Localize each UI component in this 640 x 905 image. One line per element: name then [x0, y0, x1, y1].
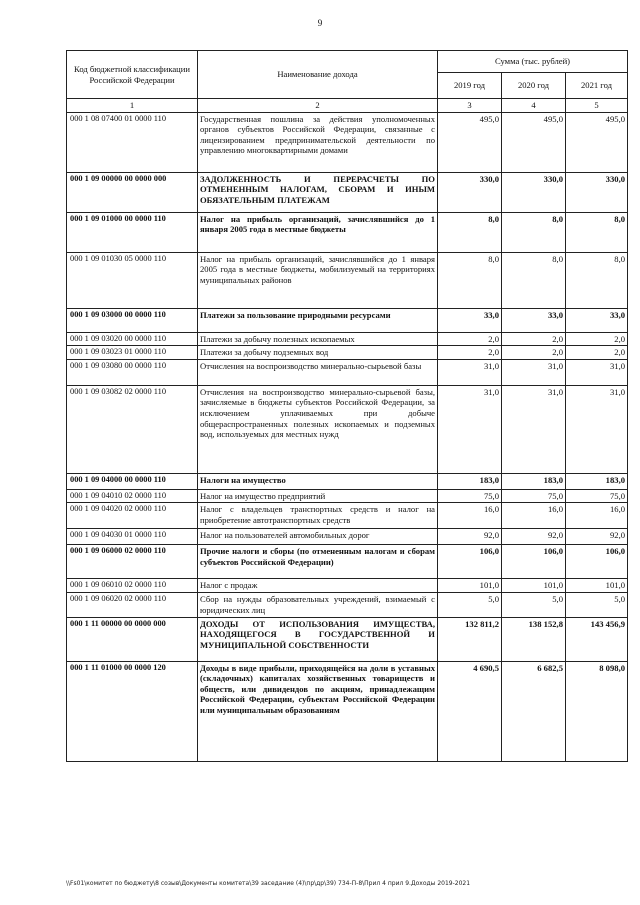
- table-row: [67, 359, 628, 385]
- table-row: [67, 332, 628, 346]
- budget-code-cell: 000 1 09 03082 02 0000 110: [67, 385, 198, 473]
- amount-2019-cell: 106,0: [438, 545, 502, 579]
- amount-2021-cell: 2,0: [566, 332, 628, 346]
- amount-2020-cell: 31,0: [502, 385, 566, 473]
- amount-2020-cell: 6 682,5: [502, 661, 566, 761]
- column-index: 4: [502, 99, 566, 113]
- budget-code-cell: 000 1 11 00000 00 0000 000: [67, 617, 198, 661]
- revenue-table: [66, 50, 628, 762]
- amount-2019-cell: 8,0: [438, 252, 502, 308]
- amount-2020-cell: 33,0: [502, 308, 566, 332]
- table-row: [67, 545, 628, 579]
- amount-2019-cell: 330,0: [438, 172, 502, 212]
- amount-2019-cell: 132 811,2: [438, 617, 502, 661]
- amount-2021-cell: 92,0: [566, 529, 628, 545]
- table-row: [67, 252, 628, 308]
- amount-2019-cell: 8,0: [438, 212, 502, 252]
- budget-code-cell: 000 1 09 06010 02 0000 110: [67, 579, 198, 593]
- amount-2020-cell: 330,0: [502, 172, 566, 212]
- budget-code-cell: 000 1 09 01030 05 0000 110: [67, 252, 198, 308]
- amount-2021-cell: 106,0: [566, 545, 628, 579]
- amount-2019-cell: 75,0: [438, 489, 502, 503]
- table-row: [67, 529, 628, 545]
- amount-2021-cell: 75,0: [566, 489, 628, 503]
- budget-code-cell: 000 1 09 03023 01 0000 110: [67, 346, 198, 360]
- header-year-2020: 2020 год: [502, 73, 566, 99]
- revenue-name-cell: Доходы в виде прибыли, приходящейся на доли в уставных (складочных) капиталах хозяйственных товариществ и обществ, или дивидендов по акциям, принадлежащим Российской Федерации, субъектам Российской Федерации или муниципальным образованиям: [198, 661, 438, 761]
- table-row: [67, 489, 628, 503]
- amount-2019-cell: 31,0: [438, 385, 502, 473]
- revenue-name-cell: Налог с владельцев транспортных средств и налог на приобретение автотранспортных средств: [198, 503, 438, 529]
- page-number: 9: [317, 18, 323, 28]
- budget-code-cell: 000 1 09 00000 00 0000 000: [67, 172, 198, 212]
- amount-2020-cell: 31,0: [502, 359, 566, 385]
- revenue-name-cell: Налог на имущество предприятий: [198, 489, 438, 503]
- budget-code-cell: 000 1 09 06020 02 0000 110: [67, 593, 198, 617]
- amount-2019-cell: 101,0: [438, 579, 502, 593]
- budget-code-cell: 000 1 09 06000 02 0000 110: [67, 545, 198, 579]
- amount-2019-cell: 2,0: [438, 332, 502, 346]
- amount-2019-cell: 183,0: [438, 473, 502, 489]
- header-name: Наименование дохода: [198, 51, 438, 99]
- amount-2019-cell: 2,0: [438, 346, 502, 360]
- amount-2021-cell: 330,0: [566, 172, 628, 212]
- amount-2019-cell: 16,0: [438, 503, 502, 529]
- budget-code-cell: 000 1 08 07400 01 0000 110: [67, 112, 198, 172]
- budget-code-cell: 000 1 09 01000 00 0000 110: [67, 212, 198, 252]
- amount-2020-cell: 495,0: [502, 112, 566, 172]
- amount-2021-cell: 143 456,9: [566, 617, 628, 661]
- amount-2021-cell: 33,0: [566, 308, 628, 332]
- revenue-name-cell: Налог на пользователей автомобильных дорог: [198, 529, 438, 545]
- budget-code-cell: 000 1 09 04020 02 0000 110: [67, 503, 198, 529]
- amount-2020-cell: 92,0: [502, 529, 566, 545]
- amount-2020-cell: 2,0: [502, 332, 566, 346]
- amount-2021-cell: 5,0: [566, 593, 628, 617]
- header-code: Код бюджетной классификации Российской Федерации: [67, 51, 198, 99]
- table-row: [67, 346, 628, 360]
- revenue-name-cell: ДОХОДЫ ОТ ИСПОЛЬЗОВАНИЯ ИМУЩЕСТВА, НАХОДЯЩЕГОСЯ В ГОСУДАРСТВЕННОЙ И МУНИЦИПАЛЬНОЙ СОБСТВЕННОСТИ: [198, 617, 438, 661]
- amount-2021-cell: 2,0: [566, 346, 628, 360]
- amount-2021-cell: 183,0: [566, 473, 628, 489]
- revenue-name-cell: Налог с продаж: [198, 579, 438, 593]
- amount-2021-cell: 8 098,0: [566, 661, 628, 761]
- table-row: [67, 308, 628, 332]
- table-row: [67, 503, 628, 529]
- budget-code-cell: 000 1 11 01000 00 0000 120: [67, 661, 198, 761]
- budget-code-cell: 000 1 09 04010 02 0000 110: [67, 489, 198, 503]
- column-index: 2: [198, 99, 438, 113]
- column-index: 1: [67, 99, 198, 113]
- budget-code-cell: 000 1 09 04030 01 0000 110: [67, 529, 198, 545]
- amount-2021-cell: 8,0: [566, 252, 628, 308]
- budget-code-cell: 000 1 09 03080 00 0000 110: [67, 359, 198, 385]
- table-row: [67, 212, 628, 252]
- amount-2021-cell: 16,0: [566, 503, 628, 529]
- revenue-name-cell: Отчисления на воспроизводство минерально-сырьевой базы: [198, 359, 438, 385]
- revenue-name-cell: ЗАДОЛЖЕННОСТЬ И ПЕРЕРАСЧЕТЫ ПО ОТМЕНЕННЫМ НАЛОГАМ, СБОРАМ И ИНЫМ ОБЯЗАТЕЛЬНЫМ ПЛАТЕЖАМ: [198, 172, 438, 212]
- revenue-name-cell: Сбор на нужды образовательных учреждений, взимаемый с юридических лиц: [198, 593, 438, 617]
- amount-2021-cell: 101,0: [566, 579, 628, 593]
- amount-2021-cell: 31,0: [566, 385, 628, 473]
- table-row: [67, 112, 628, 172]
- revenue-name-cell: Государственная пошлина за действия уполномоченных органов субъектов Российской Федерации, связанные с лицензированием предпринимательской деятельности по управлению многоквартирными домами: [198, 112, 438, 172]
- amount-2020-cell: 106,0: [502, 545, 566, 579]
- amount-2019-cell: 495,0: [438, 112, 502, 172]
- revenue-name-cell: Прочие налоги и сборы (по отмененным налогам и сборам субъектов Российской Федерации): [198, 545, 438, 579]
- amount-2019-cell: 5,0: [438, 593, 502, 617]
- table-row: [67, 473, 628, 489]
- table-row: [67, 617, 628, 661]
- header-year-2021: 2021 год: [566, 73, 628, 99]
- file-path-footer: \\Fs01\комитет по бюджету\8 созыв\Документы комитета\39 заседание (4)\пр\др\39) 734-П-8\Прил 4 прил 9.Доходы 2019-2021: [66, 880, 471, 887]
- revenue-name-cell: Отчисления на воспроизводство минерально-сырьевой базы, зачисляемые в бюджеты субъектов Российской Федерации, за исключением уплачиваемых при добыче общераспространенных полезных ископаемых и подземных вод, используемых для местных нужд: [198, 385, 438, 473]
- header-sum: Сумма (тыс. рублей): [438, 51, 628, 73]
- amount-2020-cell: 2,0: [502, 346, 566, 360]
- amount-2021-cell: 495,0: [566, 112, 628, 172]
- amount-2019-cell: 4 690,5: [438, 661, 502, 761]
- table-row: [67, 385, 628, 473]
- amount-2020-cell: 5,0: [502, 593, 566, 617]
- budget-code-cell: 000 1 09 04000 00 0000 110: [67, 473, 198, 489]
- amount-2020-cell: 138 152,8: [502, 617, 566, 661]
- amount-2020-cell: 101,0: [502, 579, 566, 593]
- table-row: [67, 172, 628, 212]
- amount-2021-cell: 31,0: [566, 359, 628, 385]
- amount-2019-cell: 33,0: [438, 308, 502, 332]
- column-index: 5: [566, 99, 628, 113]
- revenue-name-cell: Платежи за пользование природными ресурсами: [198, 308, 438, 332]
- amount-2020-cell: 16,0: [502, 503, 566, 529]
- revenue-name-cell: Платежи за добычу подземных вод: [198, 346, 438, 360]
- revenue-name-cell: Налог на прибыль организаций, зачислявшийся до 1 января 2005 года в местные бюджеты, мобилизуемый на территориях муниципальных районов: [198, 252, 438, 308]
- revenue-name-cell: Налоги на имущество: [198, 473, 438, 489]
- amount-2020-cell: 183,0: [502, 473, 566, 489]
- column-index: 3: [438, 99, 502, 113]
- table-row: [67, 661, 628, 761]
- revenue-name-cell: Налог на прибыль организаций, зачислявшийся до 1 января 2005 года в местные бюджеты: [198, 212, 438, 252]
- amount-2020-cell: 75,0: [502, 489, 566, 503]
- budget-code-cell: 000 1 09 03000 00 0000 110: [67, 308, 198, 332]
- table-row: [67, 579, 628, 593]
- amount-2020-cell: 8,0: [502, 212, 566, 252]
- budget-code-cell: 000 1 09 03020 00 0000 110: [67, 332, 198, 346]
- table-row: [67, 593, 628, 617]
- header-year-2019: 2019 год: [438, 73, 502, 99]
- amount-2021-cell: 8,0: [566, 212, 628, 252]
- revenue-name-cell: Платежи за добычу полезных ископаемых: [198, 332, 438, 346]
- amount-2020-cell: 8,0: [502, 252, 566, 308]
- amount-2019-cell: 92,0: [438, 529, 502, 545]
- amount-2019-cell: 31,0: [438, 359, 502, 385]
